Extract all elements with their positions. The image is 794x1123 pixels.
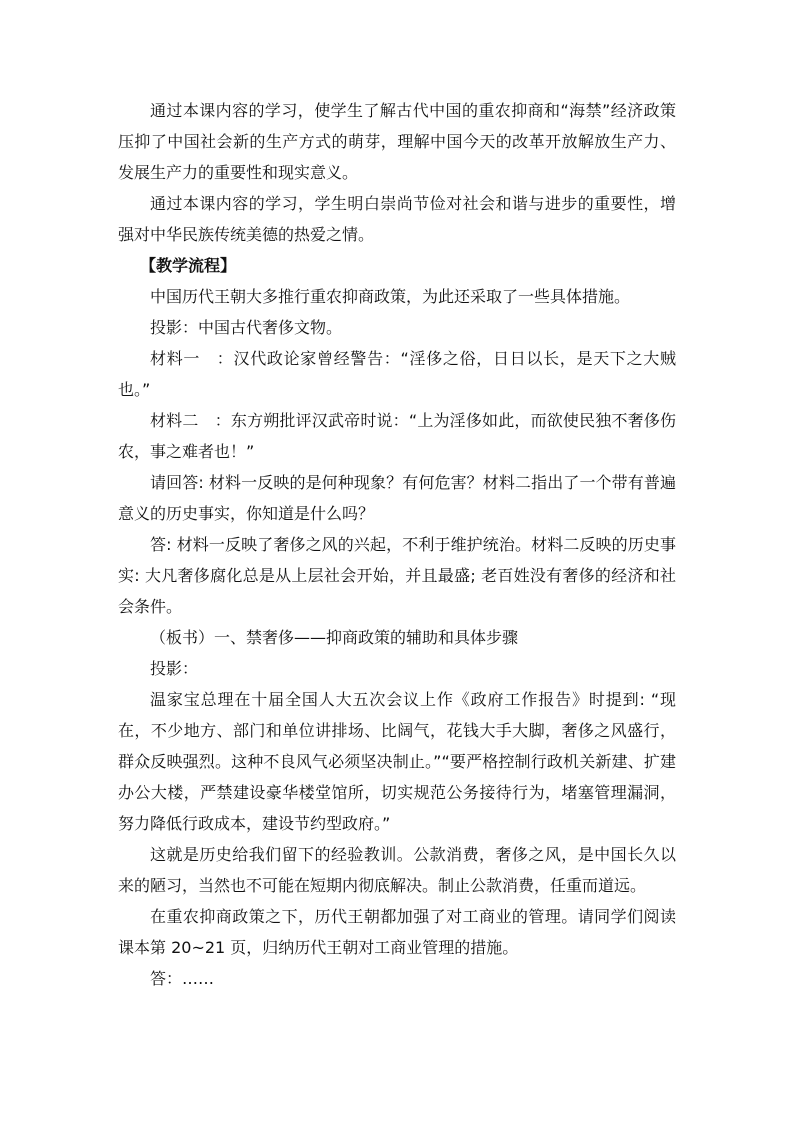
intro-paragraph: 中国历代王朝大多推行重农抑商政策，为此还采取了一些具体措施。 (150, 287, 631, 306)
projection-label-paragraph: 投影： (150, 659, 199, 678)
objective-paragraph-1: 通过本课内容的学习，使学生了解古代中国的重农抑商和“海禁”经济政策压抑了中国社会新的生产方式的萌芽，理解中国今天的改革开放解放生产力、发展生产力的重要性和现实意义。 (118, 101, 676, 182)
section-heading: 【教学流程】 (140, 256, 237, 275)
objective-paragraph-2: 通过本课内容的学习，学生明白崇尚节俭对社会和谐与进步的重要性，增强对中华民族传统美德的热爱之情。 (118, 194, 676, 244)
question-paragraph: 请回答: 材料一反映的是何种现象？有何危害？材料二指出了一个带有普遍意义的历史事实，你知道是什么吗？ (118, 473, 676, 523)
document-page (118, 95, 676, 994)
quote-paragraph: 温家宝总理在十届全国人大五次会议上作《政府工作报告》时提到: “现在，不少地方、部门和单位讲排场、比阔气，花钱大手大脚，奢侈之风盛行，群众反映强烈。这种不良风气必须坚决制止。”“要严格控制行政机关新建、扩建办公大楼，严禁建设豪华楼堂馆所，切实规范公务接待行为，堵塞管理漏洞，努力降低行政成本，建设节约型政府。” (118, 690, 676, 833)
material-two-paragraph: 材料二 ：东方朔批评汉武帝时说：“上为淫侈如此，而欲使民独不奢侈伤农，事之难者也！” (118, 411, 676, 461)
answer-ellipsis-paragraph: 答：…… (150, 969, 215, 988)
lesson-paragraph: 这就是历史给我们留下的经验教训。公款消费，奢侈之风，是中国长久以来的陋习，当然也不可能在短期内彻底解决。制止公款消费，任重而道远。 (118, 845, 676, 895)
board-note-paragraph: （板书）一、禁奢侈——抑商政策的辅助和具体步骤 (150, 628, 519, 647)
projection-paragraph: 投影：中国古代奢侈文物。 (150, 318, 343, 337)
reading-task-paragraph: 在重农抑商政策之下，历代王朝都加强了对工商业的管理。请同学们阅读课本第 20~21 页，归纳历代王朝对工商业管理的措施。 (118, 907, 676, 957)
answer-paragraph: 答: 材料一反映了奢侈之风的兴起，不利于维护统治。材料二反映的历史事实: 大凡奢侈腐化总是从上层社会开始，并且最盛; 老百姓没有奢侈的经济和社会条件。 (118, 535, 676, 616)
material-one-paragraph: 材料一 ：汉代政论家曾经警告：“淫侈之俗，日日以长，是天下之大贼也。” (118, 349, 676, 399)
